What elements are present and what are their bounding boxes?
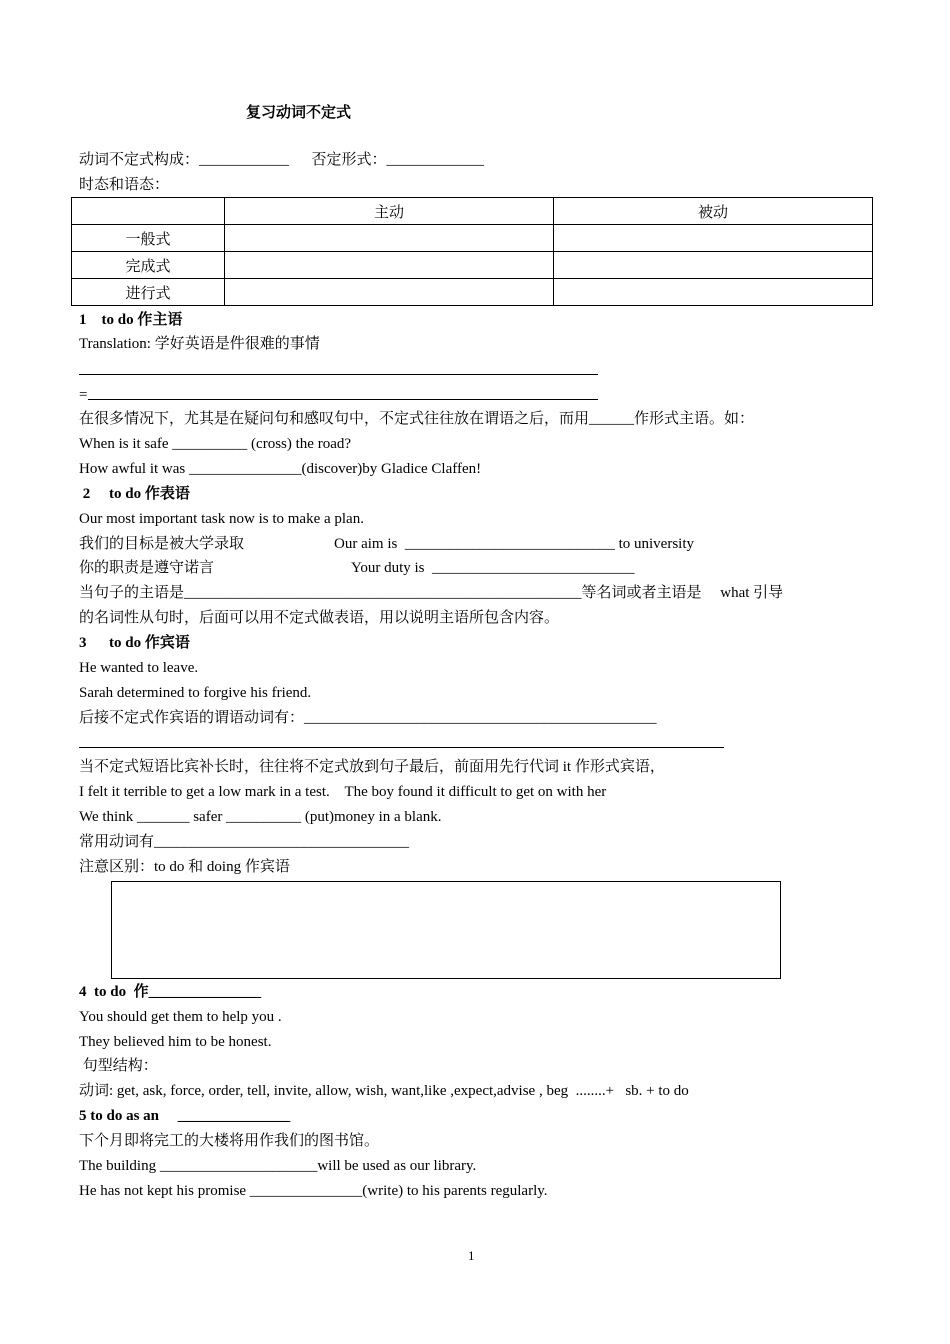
answer-line[interactable] bbox=[79, 747, 724, 748]
answer-box[interactable] bbox=[111, 881, 781, 979]
table-row bbox=[72, 252, 873, 279]
table-row bbox=[72, 225, 873, 252]
tense-voice-table bbox=[71, 197, 873, 306]
table-header-row bbox=[72, 198, 873, 225]
section-5-example-1: 下个月即将完工的大楼将用作我们的图书馆。 bbox=[79, 1133, 380, 1149]
table-cell-blank[interactable] bbox=[554, 225, 873, 252]
table-cell-blank[interactable] bbox=[225, 252, 554, 279]
tense-voice-label: 时态和语态： bbox=[79, 177, 170, 193]
section-4-heading: 4 to do 作_______________ bbox=[79, 984, 262, 1000]
table-cell-blank[interactable] bbox=[225, 225, 554, 252]
section-3-note: 当不定式短语比宾补长时，往往将不定式放到句子最后，前面用先行代词 it 作形式宾语， bbox=[79, 759, 665, 775]
section-2-note-2: 的名词性从句时，后面可以用不定式做表语，用以说明主语所包含内容。 bbox=[79, 610, 560, 626]
section-3-example-3: I felt it terrible to get a low mark in a test. The boy found it difficult to get on with her bbox=[79, 784, 607, 800]
table-row-label: 进行式 bbox=[72, 279, 225, 306]
page-title: 复习动词不定式 bbox=[246, 105, 352, 121]
table-cell-blank[interactable] bbox=[225, 279, 554, 306]
section-5-example-3: He has not kept his promise _______________(write) to his parents regularly. bbox=[79, 1183, 548, 1199]
section-3-common-verbs: 常用动词有__________________________________ bbox=[79, 834, 410, 850]
section-1-translation: Translation: 学好英语是件很难的事情 bbox=[79, 336, 320, 352]
section-3-example-2: Sarah determined to forgive his friend. bbox=[79, 685, 312, 701]
table-header-corner bbox=[72, 198, 225, 225]
table-row bbox=[72, 279, 873, 306]
table-row-label: 一般式 bbox=[72, 225, 225, 252]
table-header-passive: 被动 bbox=[554, 198, 873, 225]
section-1-heading: 1 to do 作主语 bbox=[79, 312, 183, 328]
section-5-heading: 5 to do as an _______________ bbox=[79, 1108, 291, 1124]
section-3-verbs: 后接不定式作宾语的谓语动词有：_______________________________________________ bbox=[79, 710, 657, 726]
equals-sign: = bbox=[79, 387, 88, 403]
section-1-note: 在很多情况下，尤其是在疑问句和感叹句中，不定式往往放在谓语之后，而用______作形式主语。如： bbox=[79, 411, 755, 427]
section-3-difference: 注意区别：to do 和 doing 作宾语 bbox=[79, 859, 290, 875]
section-2-example-1: Our most important task now is to make a plan. bbox=[79, 511, 364, 527]
section-4-verbs: 动词: get, ask, force, order, tell, invite, allow, wish, want,like ,expect,advise , beg ........+ sb. + to do bbox=[79, 1083, 689, 1099]
section-2-example-3-en: Your duty is ___________________________ bbox=[351, 560, 635, 576]
section-2-example-3-cn: 你的职责是遵守诺言 bbox=[79, 560, 215, 576]
table-header-active: 主动 bbox=[225, 198, 554, 225]
section-4-example-1: You should get them to help you . bbox=[79, 1009, 282, 1025]
section-1-example-2: How awful it was _______________(discover)by Gladice Claffen! bbox=[79, 461, 482, 477]
composition-line: 动词不定式构成：____________ 否定形式：_____________ bbox=[79, 152, 485, 168]
section-2-example-2-en: Our aim is ____________________________ to university bbox=[334, 536, 694, 552]
section-4-pattern: 句型结构： bbox=[79, 1058, 158, 1074]
section-2-example-2-cn: 我们的目标是被大学录取 bbox=[79, 536, 245, 552]
answer-line[interactable] bbox=[79, 374, 598, 375]
answer-line[interactable] bbox=[88, 399, 598, 400]
section-1-example-1: When is it safe __________ (cross) the road? bbox=[79, 436, 352, 452]
page-number: 1 bbox=[468, 1248, 475, 1263]
table-cell-blank[interactable] bbox=[554, 252, 873, 279]
section-2-note-1: 当句子的主语是_____________________________________________________等名词或者主语是 what 引导 bbox=[79, 585, 784, 601]
section-5-example-2: The building _____________________will be used as our library. bbox=[79, 1158, 477, 1174]
section-4-example-2: They believed him to be honest. bbox=[79, 1034, 272, 1050]
section-2-heading: 2 to do 作表语 bbox=[79, 486, 190, 502]
table-cell-blank[interactable] bbox=[554, 279, 873, 306]
table-row-label: 完成式 bbox=[72, 252, 225, 279]
section-3-example-4: We think _______ safer __________ (put)money in a blank. bbox=[79, 809, 442, 825]
section-3-example-1: He wanted to leave. bbox=[79, 660, 199, 676]
section-3-heading: 3 to do 作宾语 bbox=[79, 635, 190, 651]
